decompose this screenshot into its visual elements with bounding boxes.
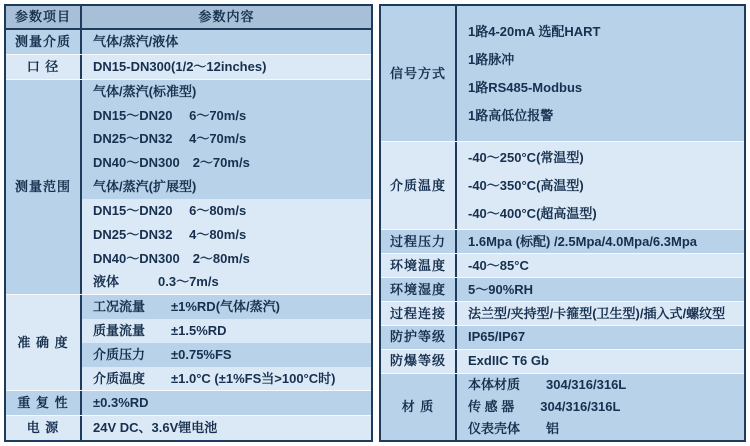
param-value: 气体/蒸汽(扩展型) [82, 175, 371, 199]
param-value: 本体材质 304/316/316L [468, 376, 627, 392]
param-value: DN25～DN32 4～70m/s [82, 127, 371, 151]
param-value: 传 感 器 304/316/316L [468, 399, 621, 414]
spec-group-protection-rating [381, 325, 744, 349]
spec-table-right [379, 4, 746, 442]
param-label: 口 径 [6, 55, 80, 79]
param-label: 测量介质 [6, 30, 80, 54]
param-value: 介质温度 ±1.0°C (±1%FS当>100°C时) [82, 367, 371, 391]
param-value: 介质压力 ±0.75%FS [82, 343, 371, 367]
param-label: 防护等级 [381, 326, 455, 349]
spec-group-power-supply [6, 415, 371, 440]
spec-group-medium-temperature [381, 141, 744, 229]
spec-group-measuring-medium [6, 30, 371, 54]
param-value: -40～250°C(常温型) [468, 150, 584, 166]
param-value: 质量流量 ±1.5%RD [82, 319, 371, 343]
param-value: 1路4-20mA 选配HART [468, 24, 601, 40]
param-label: 防爆等级 [381, 350, 455, 373]
param-value: 24V DC、3.6V锂电池 [82, 416, 371, 440]
spec-group-process-pressure [381, 229, 744, 253]
spec-group-diameter [6, 54, 371, 79]
param-value: -40～85°C [457, 254, 744, 277]
param-label: 信号方式 [381, 6, 455, 141]
param-label: 环境湿度 [381, 278, 455, 301]
param-label: 过程压力 [381, 230, 455, 253]
param-value: -40～350°C(高温型) [468, 178, 584, 194]
table-header-row [6, 6, 371, 30]
header-param-col: 参数项目 [14, 9, 71, 25]
param-value: 仪表壳体 铝 [468, 421, 560, 437]
param-value: 气体/蒸汽(标准型) [82, 80, 371, 104]
param-value: DN40～DN300 2～80m/s [82, 246, 371, 270]
spec-group-ambient-humidity [381, 277, 744, 301]
param-value: 1.6Mpa (标配) /2.5Mpa/4.0Mpa/6.3Mpa [457, 230, 744, 253]
spec-group-accuracy [6, 294, 371, 390]
param-label: 准 确 度 [6, 295, 80, 390]
spec-group-signal-output [381, 6, 744, 141]
spec-group-material [381, 373, 744, 440]
spec-group-measuring-range [6, 79, 371, 294]
param-value: 气体/蒸汽/液体 [82, 30, 371, 54]
param-value: 法兰型/夹持型/卡箍型(卫生型)/插入式/螺纹型 [457, 302, 744, 325]
spec-group-explosion-proof-rating [381, 349, 744, 373]
param-label: 材 质 [381, 374, 455, 440]
param-value: 1路脉冲 [468, 52, 515, 68]
spec-table-left [4, 4, 373, 442]
param-value: -40～400°C(超高温型) [468, 206, 597, 222]
param-value: DN25～DN32 4～80m/s [82, 223, 371, 247]
param-value: DN15～DN20 6～80m/s [82, 199, 371, 223]
param-value: 液体 0.3～7m/s [82, 270, 371, 294]
param-label: 介质温度 [381, 142, 455, 229]
param-value: ±0.3%RD [82, 391, 371, 415]
param-value: 1路高低位报警 [468, 108, 554, 124]
spec-group-process-connection [381, 301, 744, 325]
param-label: 电 源 [6, 416, 80, 440]
spec-group-repeatability [6, 390, 371, 415]
param-value: 5～90%RH [457, 278, 744, 301]
spec-group-ambient-temperature [381, 253, 744, 277]
header-content-col: 参数内容 [80, 6, 371, 28]
param-label: 环境温度 [381, 254, 455, 277]
param-value: DN15-DN300(1/2～12inches) [82, 55, 371, 79]
param-label: 重 复 性 [6, 391, 80, 415]
param-value: DN40～DN300 2～70m/s [82, 151, 371, 175]
param-value: IP65/IP67 [457, 326, 744, 349]
param-label: 测量范围 [6, 80, 80, 294]
param-value: 1路RS485-Modbus [468, 80, 583, 96]
param-value: DN15～DN20 6～70m/s [82, 103, 371, 127]
param-label: 过程连接 [381, 302, 455, 325]
param-value: ExdIIC T6 Gb [457, 350, 744, 373]
param-value: 工况流量 ±1%RD(气体/蒸汽) [82, 295, 371, 319]
